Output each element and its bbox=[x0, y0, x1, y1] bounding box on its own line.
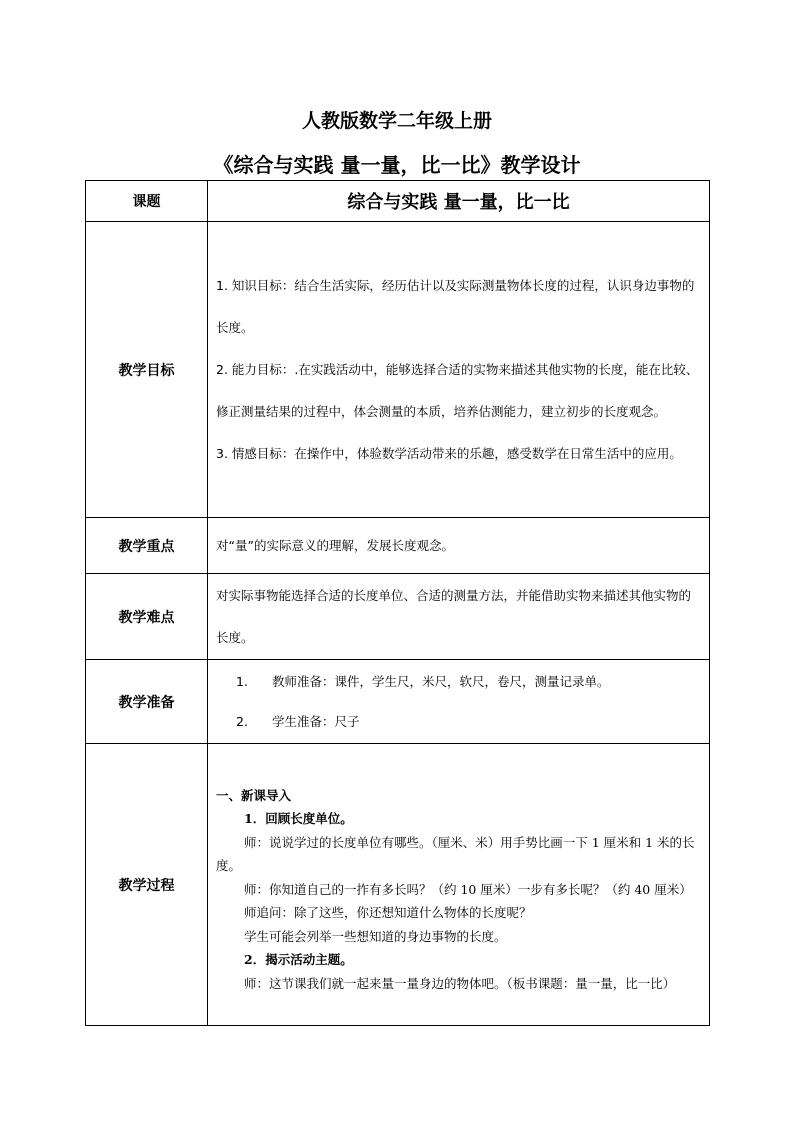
key-points-label: 教学重点 bbox=[86, 518, 208, 574]
key-points-content bbox=[208, 518, 710, 574]
row-process bbox=[86, 744, 710, 1026]
process-label: 教学过程 bbox=[86, 744, 208, 1026]
process-paragraph: 学生可能会列举一些想知道的身边事物的长度。 bbox=[244, 928, 507, 944]
process-paragraph: 师：你知道自己的一拃有多长吗？（约 10 厘米）一步有多长呢？（约 40 厘米） bbox=[244, 881, 692, 897]
document-subtitle: 《综合与实践 量一量，比一比》教学设计 bbox=[213, 153, 581, 177]
subject-value: 综合与实践 量一量，比一比 bbox=[208, 181, 710, 222]
key-points-text: 对“量”的实际意义的理解，发展长度观念。 bbox=[216, 537, 454, 553]
process-section-title: 一、新课导入 bbox=[216, 787, 292, 803]
difficulties-label: 教学难点 bbox=[86, 574, 208, 660]
process-paragraph: 师：说说学过的长度单位有哪些。（厘米、米）用手势比画一下 1 厘米和 1 米的长度。 bbox=[216, 834, 695, 874]
process-paragraph: 师：这节课我们就一起来量一量身边的物体吧。（板书课题：量一量，比一比） bbox=[244, 975, 676, 991]
row-subject bbox=[86, 181, 710, 222]
preparation-item bbox=[208, 662, 709, 702]
preparation-item-number: 1. bbox=[236, 673, 248, 689]
lesson-plan-table bbox=[85, 180, 710, 1026]
process-paragraph: 师追问：除了这些，你还想知道什么物体的长度呢？ bbox=[244, 905, 532, 921]
preparation-label: 教学准备 bbox=[86, 660, 208, 744]
row-objectives bbox=[86, 222, 710, 518]
objective-item: 2. 能力目标：.在实践活动中，能够选择合适的实物来描述其他实物的长度，能在比较、修正测量结果的过程中，体会测量的本质，培养估测能力，建立初步的长度观念。 bbox=[216, 361, 699, 419]
process-content bbox=[208, 744, 710, 1026]
difficulties-text: 对实际事物能选择合适的长度单位、合适的测量方法，并能借助实物来描述其他实物的长度。 bbox=[216, 587, 692, 645]
preparation-item bbox=[208, 702, 709, 742]
objectives-label: 教学目标 bbox=[86, 222, 208, 518]
preparation-item-text: 学生准备：尺子 bbox=[272, 713, 360, 729]
subject-label: 课题 bbox=[86, 181, 208, 222]
difficulties-content bbox=[208, 574, 710, 660]
objective-item: 3. 情感目标：在操作中，体验数学活动带来的乐趣，感受数学在日常生活中的应用。 bbox=[216, 445, 682, 461]
process-subheading: 1．回顾长度单位。 bbox=[244, 811, 353, 827]
preparation-item-number: 2. bbox=[236, 713, 248, 729]
row-difficulties bbox=[86, 574, 710, 660]
objectives-content bbox=[208, 222, 710, 518]
row-preparation bbox=[86, 660, 710, 744]
preparation-item-text: 教师准备：课件，学生尺，米尺，软尺，卷尺，测量记录单。 bbox=[272, 673, 610, 689]
objective-item: 1. 知识目标：结合生活实际，经历估计以及实际测量物体长度的过程，认识身边事物的长度。 bbox=[216, 277, 695, 335]
process-subheading: 2．揭示活动主题。 bbox=[244, 952, 353, 968]
document-title: 人教版数学二年级上册 bbox=[301, 110, 492, 132]
preparation-content bbox=[208, 660, 710, 744]
row-key-points bbox=[86, 518, 710, 574]
